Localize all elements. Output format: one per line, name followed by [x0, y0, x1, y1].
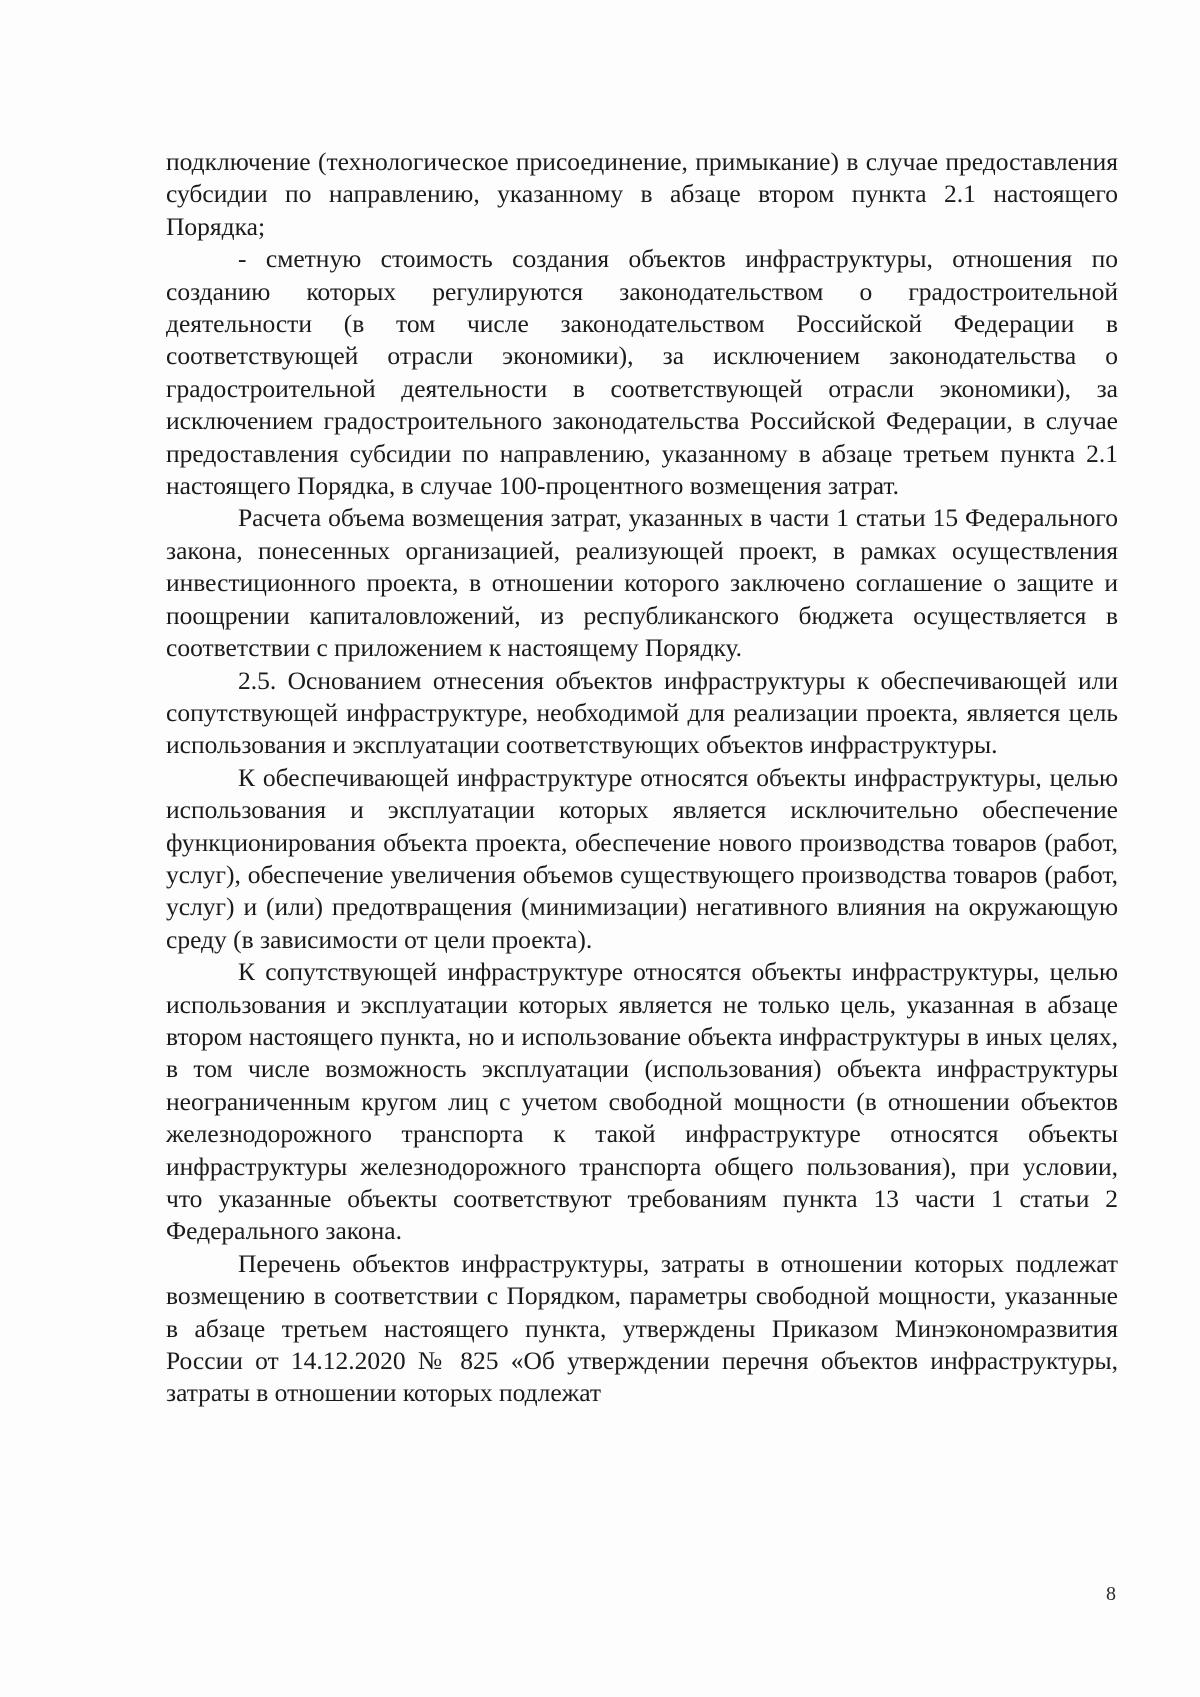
paragraph-accompanying-infrastructure: К сопутствующей инфраструктуре относятся объекты инфраструктуры, целью использования и эксплуатации которых является не только цель, указанная в абзаце втором настоящего пункта, но и использование объекта инфраструктуры в иных целях, в том числе возможность эксплуатации (использования) объекта инфраструктуры неограниченным кругом лиц с учетом свободной мощности (в отношении объектов железнодорожного транспорта к такой инфраструктуре относятся объекты инфраструктуры железнодорожного транспорта общего пользования), при условии, что указанные объекты соответствуют требованиям пункта 13 части 1 статьи 2 Федерального закона. [166, 957, 1118, 1246]
paragraph-supporting-infrastructure: К обеспечивающей инфраструктуре относятся объекты инфраструктуры, целью использования и эксплуатации которых является исключительно обеспечение функционирования объекта проекта, обеспечение нового производства товаров (работ, услуг), обеспечение увеличения объемов существующего производства товаров (работ, услуг) и (или) предотвращения (минимизации) негативного влияния на окружающую среду (в зависимости от цели проекта). [166, 762, 1118, 954]
page-number: 8 [1106, 1583, 1116, 1605]
paragraph-connection-continuation: подключение (технологическое присоединение, примыкание) в случае предоставления субсидии по направлению, указанному в абзаце втором пункта 2.1 настоящего Порядка; [166, 147, 1118, 241]
paragraph-estimated-cost: - сметную стоимость создания объектов инфраструктуры, отношения по созданию которых регулируются законодательством о градостроительной деятельности (в том числе законодательством Российской Федерации в соответствующей отрасли экономики), за исключением законодательства о градостроительной деятельности в соответствующей отрасли экономики), за исключением градостроительного законодательства Российской Федерации, в случае предоставления субсидии по направлению, указанному в абзаце третьем пункта 2.1 настоящего Порядка, в случае 100-процентного возмещения затрат. [166, 244, 1118, 501]
paragraph-section-2-5: 2.5. Основанием отнесения объектов инфраструктуры к обеспечивающей или сопутствующей инфраструктуре, необходимой для реализации проекта, является цель использования и эксплуатации соответствующих объектов инфраструктуры. [166, 665, 1118, 760]
paragraph-cost-calculation: Расчета объема возмещения затрат, указанных в части 1 статьи 15 Федерального закона, понесенных организацией, реализующей проект, в рамках осуществления инвестиционного проекта, в отношении которого заключено соглашение о защите и поощрении капиталовложений, из республиканского бюджета осуществляется в соответствии с приложением к настоящему Порядку. [166, 503, 1118, 663]
paragraph-infrastructure-list: Перечень объектов инфраструктуры, затраты в отношении которых подлежат возмещению в соответствии с Порядком, параметры свободной мощности, указанные в абзаце третьем настоящего пункта, утверждены Приказом Минэкономразвития России от 14.12.2020 № 825 «Об утверждении перечня объектов инфраструктуры, затраты в отношении которых подлежат [166, 1248, 1118, 1408]
body-text [166, 146, 1118, 1410]
